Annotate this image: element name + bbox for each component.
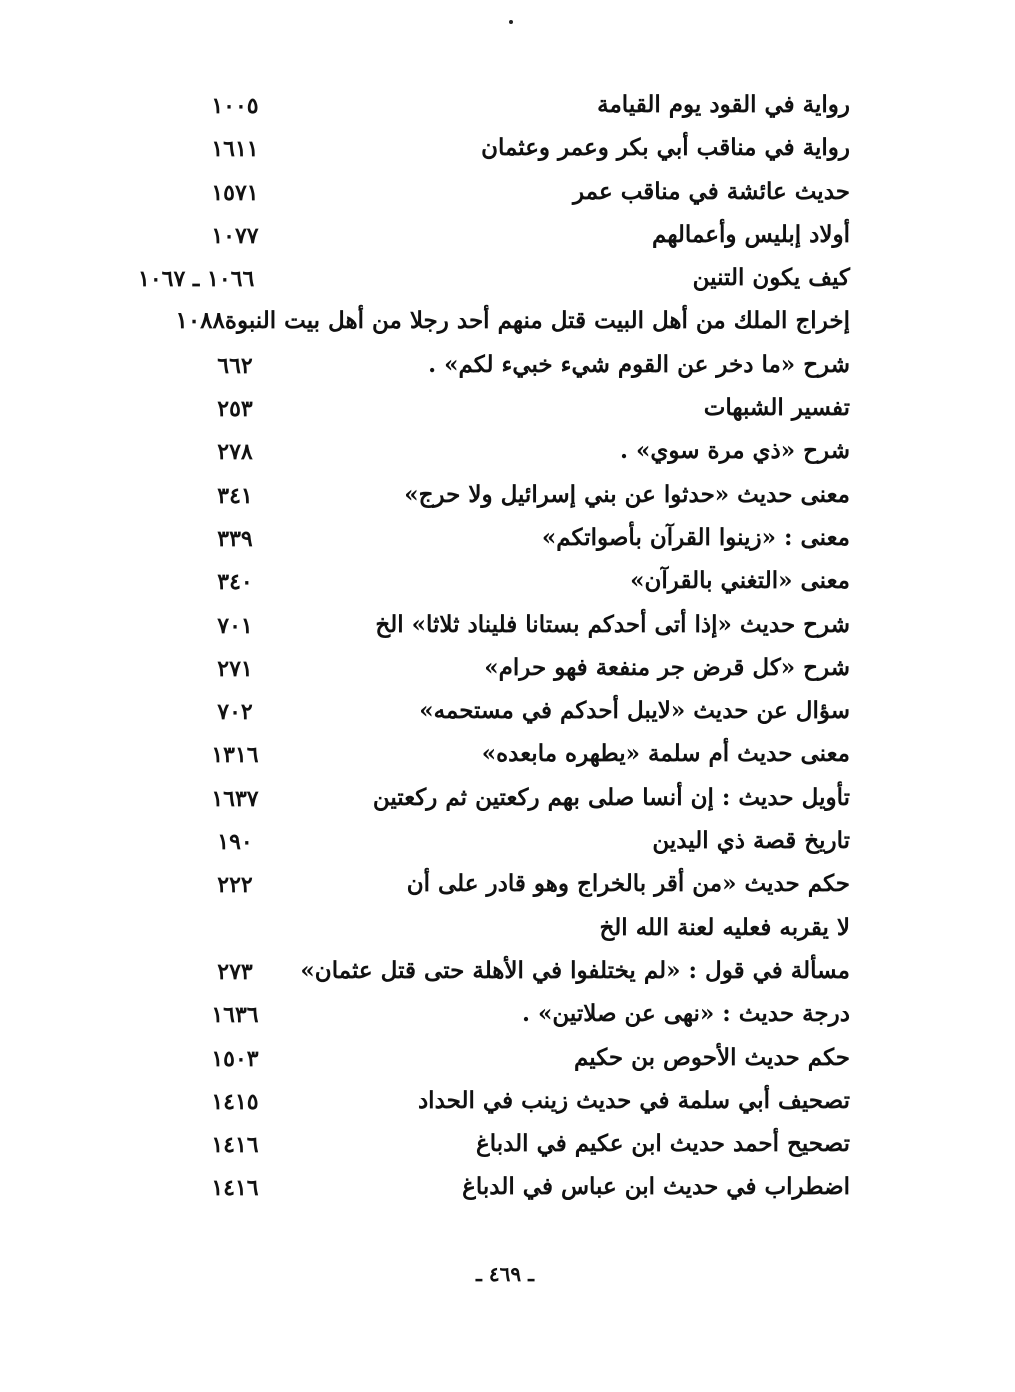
entry-title: اضطراب في حديث ابن عباس في الدباغ — [462, 1173, 850, 1201]
entry-page-number: ١٠٧٧ — [211, 222, 259, 249]
top-dot-mark — [509, 20, 513, 24]
index-entry — [120, 214, 860, 257]
entry-title: تفسير الشبهات — [703, 394, 850, 422]
entry-page-number: ١٦٣٧ — [211, 785, 259, 812]
entry-page-number: ١٤١٦ — [211, 1175, 259, 1202]
entry-title: معنى : «زينوا القرآن بأصواتكم» — [541, 523, 850, 551]
entry-title: معنى حديث «حدثوا عن بني إسرائيل ولا حرج» — [404, 480, 850, 508]
entry-page-number: ٢٥٣ — [217, 396, 253, 423]
entry-page-number: ١٩٠ — [217, 829, 253, 856]
index-entries-list — [120, 84, 860, 1210]
index-entry-continuation — [120, 907, 860, 950]
index-entry — [120, 647, 860, 690]
entry-title: مسألة في قول : «لم يختلفوا في الأهلة حتى قتل عثمان» — [300, 956, 850, 984]
entry-page-number: ١٠٠٥ — [211, 93, 259, 119]
index-entry — [120, 300, 860, 343]
entry-page-number: ٧٠٢ — [217, 699, 253, 726]
entry-title: كيف يكون التنين — [692, 264, 850, 292]
entry-page-number: ٢٧٨ — [217, 439, 253, 466]
entry-title: رواية في مناقب أبي بكر وعمر وعثمان — [481, 134, 850, 162]
entry-title: تاريخ قصة ذي اليدين — [652, 827, 850, 855]
index-entry — [120, 127, 860, 170]
entry-page-number: ٢٧٣ — [217, 958, 253, 985]
index-entry — [120, 387, 860, 430]
entry-page-number: ١٥٠٣ — [211, 1045, 259, 1072]
entry-title: حكم حديث «من أقر بالخراج وهو قادر على أن — [406, 870, 850, 898]
entry-page-number: ٣٤٠ — [217, 569, 253, 596]
index-entry — [120, 474, 860, 517]
index-entry — [120, 690, 860, 733]
entry-title: شرح «ذي مرة سوي» . — [619, 437, 850, 465]
entry-page-number: ١٦١١ — [211, 136, 259, 163]
index-entry — [120, 1037, 860, 1080]
entry-title-continuation: لا يقربه فعليه لعنة الله الخ — [599, 913, 850, 941]
entry-page-number: ١٣١٦ — [211, 742, 259, 769]
index-entry — [120, 84, 860, 127]
entry-page-number: ٦٦٢ — [217, 352, 253, 379]
entry-title: سؤال عن حديث «لايبل أحدكم في مستحمه» — [419, 697, 850, 725]
entry-title: معنى «التغني بالقرآن» — [630, 567, 850, 595]
index-entry — [120, 257, 860, 300]
entry-title-with-page: إخراج الملك من أهل البيت قتل منهم أحد رجلا من أهل بيت النبوة١٠٨٨ — [175, 307, 850, 335]
index-entry — [120, 820, 860, 863]
index-entry — [120, 1166, 860, 1209]
entry-page-number: ١٤١٥ — [211, 1088, 259, 1115]
entry-title: درجة حديث : «نهى عن صلاتين» . — [522, 1000, 850, 1028]
index-entry — [120, 733, 860, 776]
entry-title: معنى حديث أم سلمة «يطهره مابعده» — [481, 740, 850, 768]
entry-title: شرح حديث «إذا أتى أحدكم بستانا فليناد ثلاثا» الخ — [375, 610, 850, 638]
entry-title: حديث عائشة في مناقب عمر — [572, 177, 850, 205]
entry-page-number: ٣٣٩ — [217, 525, 253, 552]
index-entry — [120, 993, 860, 1036]
index-entry — [120, 1123, 860, 1166]
entry-page-number: ١٦٣٦ — [211, 1002, 259, 1029]
index-entry — [120, 560, 860, 603]
index-entry — [120, 344, 860, 387]
entry-title: تأويل حديث : إن أنسا صلى بهم ركعتين ثم ركعتين — [372, 783, 850, 811]
index-entry — [120, 777, 860, 820]
entry-title: تصحيف أبي سلمة في حديث زينب في الحداد — [417, 1086, 850, 1114]
entry-title: أولاد إبليس وأعمالهم — [652, 220, 850, 248]
footer-page-number: ـ ٤٦٩ ـ — [476, 1262, 534, 1286]
entry-title: شرح «كل قرض جر منفعة فهو حرام» — [484, 653, 850, 681]
entry-page-range: ١٠٦٦ ـ ١٠٦٧ — [138, 266, 255, 293]
entry-page-number: ٢٧١ — [217, 655, 253, 682]
entry-title: شرح «ما دخر عن القوم شيء خبيء لكم» . — [428, 350, 850, 378]
index-entry — [120, 604, 860, 647]
index-entry — [120, 950, 860, 993]
entry-title: تصحيح أحمد حديث ابن عكيم في الدباغ — [475, 1130, 850, 1158]
index-entry — [120, 430, 860, 473]
entry-page-number: ٣٤١ — [217, 482, 253, 509]
index-entry — [120, 863, 860, 906]
index-entry — [120, 517, 860, 560]
entry-page-number: ١٥٧١ — [211, 179, 259, 206]
entry-page-number: ٧٠١ — [217, 612, 253, 639]
entry-title: حكم حديث الأحوص بن حكيم — [573, 1043, 850, 1071]
index-entry — [120, 1080, 860, 1123]
index-entry — [120, 171, 860, 214]
entry-page-number: ٢٢٢ — [217, 872, 253, 899]
entry-title: رواية في القود يوم القيامة — [597, 91, 850, 118]
entry-page-number: ١٤١٦ — [211, 1132, 259, 1159]
